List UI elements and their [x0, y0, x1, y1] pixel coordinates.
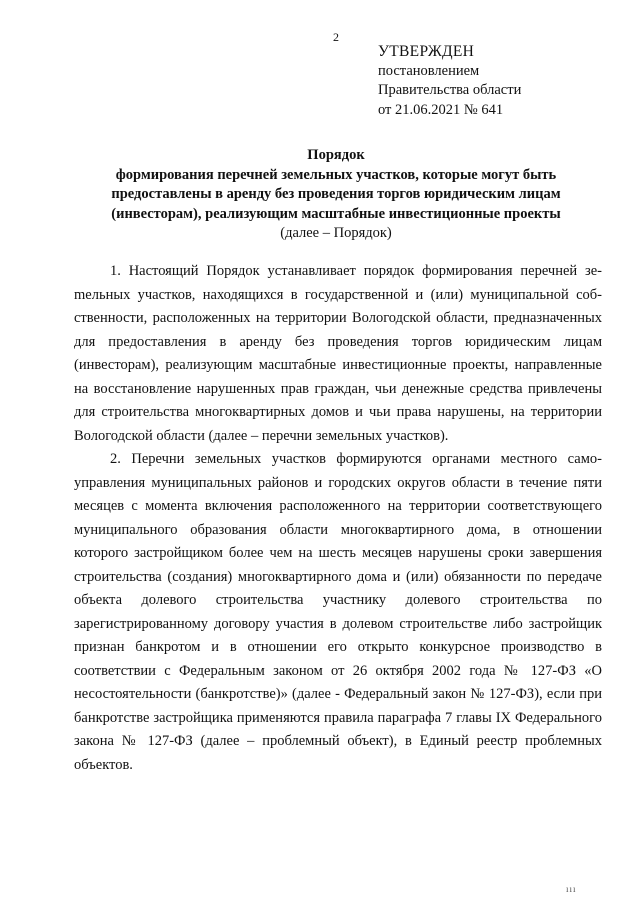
- title-heading: Порядок: [307, 147, 365, 163]
- document-title: [60, 146, 612, 244]
- footer-mark: ııı: [566, 884, 577, 894]
- approval-stamp: [378, 42, 521, 120]
- title-line: предоставлены в аренду без проведения торгов юридическим лицам: [111, 186, 561, 202]
- document-body: [74, 260, 602, 777]
- paragraph-1: 1. Настоящий Порядок устанавливает порядок формирования перечней зеmельных участков, находящихся в государственной и (или) муниципальной собственности, расположенных на территории Вологодской области, предназначенных для предоставления в аренду без проведения торгов юридическим лицам (инвесторам), реализующим масштабные инвестиционные проекты, направленные на восстановление нарушенных прав граждан, чьи денежные средства привлечены для строительства многоквартирных домов и чьи права нарушены, на территории Вологодской области (далее – перечни земельных участков).: [74, 263, 602, 444]
- approval-line: Правительства области: [378, 82, 522, 98]
- title-line: формирования перечней земельных участков, которые могут быть: [115, 166, 557, 183]
- title-abbreviation: (далее – Порядок): [280, 225, 392, 241]
- approval-date-number: от 21.06.2021 № 641: [378, 101, 504, 118]
- approval-line: постановлением: [378, 62, 480, 79]
- approval-title: УТВЕРЖДЕН: [378, 43, 475, 60]
- paragraph-2: 2. Перечни земельных участков формируются органами местного самоуправления муниципальных районов и городских округов области в течение пяти месяцев с момента включения расположенного на территории соответствующего муниципального образования области многоквартирного дома, в отношении которого застройщиком более чем на шесть месяцев нарушены сроки завершения строительства (создания) многоквартирного дома и (или) обязанности по передаче объекта долевого строительства участнику долевого строительства по зарегистрированному договору участия в долевом строительстве либо застройщик признан банкротом и в отношении его открыто конкурсное производство в соответствии с Федеральным законом от 26 октября 2002 года № 127-ФЗ «О несостоятельности (банкротстве)» (далее - Федеральный закон № 127-ФЗ), если при банкротстве застройщика применяются правила параграфа 7 главы IX Федерального закона № 127-ФЗ (далее – проблемный объект), в Единый реестр проблемных объектов.: [74, 451, 602, 773]
- title-line: (инвесторам), реализующим масштабные инвестиционные проекты: [111, 205, 561, 222]
- page-number: 2: [333, 30, 339, 44]
